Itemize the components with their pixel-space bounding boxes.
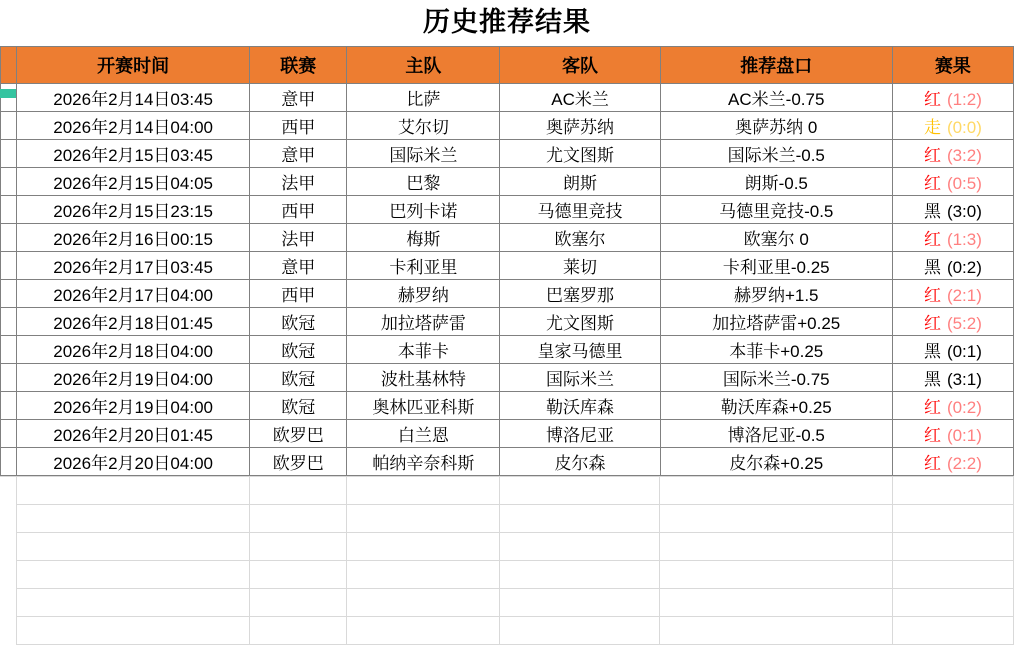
empty-cell[interactable] <box>347 589 500 617</box>
cell-away-team[interactable]: 欧塞尔 <box>500 224 660 252</box>
result-label: 黑 <box>923 370 941 389</box>
empty-cell[interactable] <box>500 561 660 589</box>
cell-result[interactable] <box>892 224 1013 252</box>
result-score: (0:5) <box>946 174 982 193</box>
cell-pick[interactable]: 朗斯-0.5 <box>660 168 892 196</box>
cell-league[interactable]: 法甲 <box>250 224 347 252</box>
cell-time[interactable]: 2026年2月15日03:45 <box>17 140 250 168</box>
cell-result[interactable] <box>892 196 1013 224</box>
cell-time[interactable]: 2026年2月17日03:45 <box>17 252 250 280</box>
cell-away-team[interactable]: 勒沃库森 <box>500 392 660 420</box>
cell-time[interactable]: 2026年2月17日04:00 <box>17 280 250 308</box>
empty-cell[interactable] <box>500 617 660 645</box>
row-gutter-cell <box>0 505 16 533</box>
cell-time[interactable]: 2026年2月20日01:45 <box>17 420 250 448</box>
cell-away-team[interactable]: AC米兰 <box>500 84 660 112</box>
result-label: 红 <box>923 90 941 109</box>
row-gutter-cell <box>1 140 17 168</box>
table-row <box>1 336 1014 364</box>
empty-cell[interactable] <box>16 533 249 561</box>
empty-cell[interactable] <box>347 533 500 561</box>
empty-row <box>0 617 1014 645</box>
row-gutter-cell <box>1 448 17 476</box>
empty-cell[interactable] <box>347 505 500 533</box>
result-label: 红 <box>923 398 941 417</box>
cell-home-team[interactable]: 卡利亚里 <box>347 252 500 280</box>
result-label: 黑 <box>923 202 941 221</box>
cell-away-team[interactable]: 皮尔森 <box>500 448 660 476</box>
result-score: (3:1) <box>946 370 982 389</box>
empty-cell[interactable] <box>892 589 1013 617</box>
cell-league[interactable]: 西甲 <box>250 112 347 140</box>
empty-cell[interactable] <box>16 505 249 533</box>
empty-cell[interactable] <box>249 533 346 561</box>
cell-pick[interactable]: 本菲卡+0.25 <box>660 336 892 364</box>
empty-row <box>0 505 1014 533</box>
cell-time[interactable]: 2026年2月19日04:00 <box>17 364 250 392</box>
cell-home-team[interactable]: 比萨 <box>347 84 500 112</box>
cell-time[interactable]: 2026年2月14日03:45 <box>17 84 250 112</box>
cell-pick[interactable]: 博洛尼亚-0.5 <box>660 420 892 448</box>
cell-result[interactable] <box>892 448 1013 476</box>
empty-row <box>0 561 1014 589</box>
row-gutter-cell <box>1 392 17 420</box>
cell-league[interactable]: 欧罗巴 <box>250 420 347 448</box>
cell-home-team[interactable]: 梅斯 <box>347 224 500 252</box>
row-gutter-cell <box>0 617 16 645</box>
cell-time[interactable]: 2026年2月16日00:15 <box>17 224 250 252</box>
empty-cell[interactable] <box>660 561 892 589</box>
cell-time[interactable]: 2026年2月20日04:00 <box>17 448 250 476</box>
empty-cell[interactable] <box>892 561 1013 589</box>
row-gutter-cell <box>1 112 17 140</box>
empty-cell[interactable] <box>892 617 1013 645</box>
cell-away-team[interactable]: 国际米兰 <box>500 364 660 392</box>
row-gutter-cell <box>1 364 17 392</box>
empty-cell[interactable] <box>249 589 346 617</box>
result-label: 红 <box>923 314 941 333</box>
empty-cell[interactable] <box>500 589 660 617</box>
table-row <box>1 224 1014 252</box>
cell-home-team[interactable]: 加拉塔萨雷 <box>347 308 500 336</box>
cell-home-team[interactable]: 巴列卡诺 <box>347 196 500 224</box>
cell-home-team[interactable]: 艾尔切 <box>347 112 500 140</box>
empty-cell[interactable] <box>660 589 892 617</box>
empty-row <box>0 589 1014 617</box>
result-score: (0:2) <box>946 398 982 417</box>
table-row <box>1 420 1014 448</box>
empty-row <box>0 477 1014 505</box>
empty-cell[interactable] <box>660 617 892 645</box>
cell-away-team[interactable]: 莱切 <box>500 252 660 280</box>
cell-result[interactable] <box>892 392 1013 420</box>
cell-league[interactable]: 意甲 <box>250 84 347 112</box>
cell-away-team[interactable]: 马德里竞技 <box>500 196 660 224</box>
cell-pick[interactable]: 皮尔森+0.25 <box>660 448 892 476</box>
row-gutter-cell <box>1 336 17 364</box>
cell-pick[interactable]: 欧塞尔 0 <box>660 224 892 252</box>
table-row <box>1 280 1014 308</box>
cell-result[interactable] <box>892 168 1013 196</box>
empty-cell[interactable] <box>347 477 500 505</box>
cell-home-team[interactable]: 赫罗纳 <box>347 280 500 308</box>
column-header-away-team[interactable]: 客队 <box>500 47 660 84</box>
cell-home-team[interactable]: 本菲卡 <box>347 336 500 364</box>
cell-result[interactable] <box>892 112 1013 140</box>
column-header-home-team[interactable]: 主队 <box>347 47 500 84</box>
cell-pick[interactable]: 国际米兰-0.5 <box>660 140 892 168</box>
cell-league[interactable]: 欧冠 <box>250 336 347 364</box>
table-row <box>1 252 1014 280</box>
table-header-row <box>1 47 1014 84</box>
empty-cell[interactable] <box>347 617 500 645</box>
cell-pick[interactable]: 奥萨苏纳 0 <box>660 112 892 140</box>
cell-league[interactable]: 西甲 <box>250 196 347 224</box>
result-score: (2:2) <box>946 454 982 473</box>
cell-time[interactable]: 2026年2月15日23:15 <box>17 196 250 224</box>
result-score: (0:1) <box>946 426 982 445</box>
cell-home-team[interactable]: 国际米兰 <box>347 140 500 168</box>
result-score: (0:0) <box>946 118 982 137</box>
column-header-league[interactable]: 联赛 <box>250 47 347 84</box>
empty-cell[interactable] <box>249 617 346 645</box>
result-label: 红 <box>923 174 941 193</box>
row-gutter-cell <box>1 280 17 308</box>
cell-home-team[interactable]: 巴黎 <box>347 168 500 196</box>
cell-away-team[interactable]: 巴塞罗那 <box>500 280 660 308</box>
table-body <box>1 84 1014 476</box>
row-gutter-cell <box>1 168 17 196</box>
cell-time[interactable]: 2026年2月18日04:00 <box>17 336 250 364</box>
empty-cell[interactable] <box>16 477 249 505</box>
cell-pick[interactable]: 加拉塔萨雷+0.25 <box>660 308 892 336</box>
result-label: 黑 <box>923 258 941 277</box>
empty-cell[interactable] <box>249 561 346 589</box>
result-score: (1:2) <box>946 90 982 109</box>
empty-grid <box>0 476 1014 645</box>
empty-cell[interactable] <box>660 533 892 561</box>
row-gutter-cell <box>1 252 17 280</box>
cell-result[interactable] <box>892 364 1013 392</box>
column-header-pick[interactable]: 推荐盘口 <box>660 47 892 84</box>
cell-league[interactable]: 欧罗巴 <box>250 448 347 476</box>
cell-league[interactable]: 欧冠 <box>250 308 347 336</box>
table-row <box>1 112 1014 140</box>
table-row <box>1 308 1014 336</box>
cell-pick[interactable]: 赫罗纳+1.5 <box>660 280 892 308</box>
cell-home-team[interactable]: 白兰恩 <box>347 420 500 448</box>
empty-cell[interactable] <box>249 477 346 505</box>
cell-result[interactable] <box>892 308 1013 336</box>
empty-cell[interactable] <box>660 477 892 505</box>
cell-time[interactable]: 2026年2月18日01:45 <box>17 308 250 336</box>
result-label: 红 <box>923 146 941 165</box>
empty-cell[interactable] <box>660 505 892 533</box>
empty-cell[interactable] <box>16 589 249 617</box>
result-score: (5:2) <box>946 314 982 333</box>
cell-result[interactable] <box>892 84 1013 112</box>
row-gutter-header <box>1 47 17 84</box>
empty-cell[interactable] <box>249 505 346 533</box>
cell-home-team[interactable]: 波杜基林特 <box>347 364 500 392</box>
cell-league[interactable]: 欧冠 <box>250 364 347 392</box>
cell-away-team[interactable]: 奥萨苏纳 <box>500 112 660 140</box>
column-header-time[interactable]: 开赛时间 <box>17 47 250 84</box>
empty-cell[interactable] <box>347 561 500 589</box>
empty-cell[interactable] <box>892 477 1013 505</box>
empty-cell[interactable] <box>892 505 1013 533</box>
row-gutter-cell <box>0 561 16 589</box>
result-label: 红 <box>923 426 941 445</box>
cell-league[interactable]: 西甲 <box>250 280 347 308</box>
empty-cell[interactable] <box>16 561 249 589</box>
table-row <box>1 140 1014 168</box>
empty-cell[interactable] <box>500 533 660 561</box>
cell-pick[interactable]: 国际米兰-0.75 <box>660 364 892 392</box>
cell-result[interactable] <box>892 336 1013 364</box>
result-label: 红 <box>923 230 941 249</box>
result-score: (2:1) <box>946 286 982 305</box>
cell-away-team[interactable]: 朗斯 <box>500 168 660 196</box>
cell-time[interactable]: 2026年2月14日04:00 <box>17 112 250 140</box>
result-label: 红 <box>923 454 941 473</box>
row-gutter-cell <box>1 224 17 252</box>
table-row <box>1 392 1014 420</box>
empty-cell[interactable] <box>892 533 1013 561</box>
row-gutter-cell <box>0 589 16 617</box>
table-row <box>1 84 1014 112</box>
table-row <box>1 364 1014 392</box>
result-score: (0:1) <box>946 342 982 361</box>
result-label: 走 <box>923 118 941 137</box>
row-gutter-cell <box>1 420 17 448</box>
cell-league[interactable]: 欧冠 <box>250 392 347 420</box>
cell-result[interactable] <box>892 420 1013 448</box>
empty-cell[interactable] <box>500 477 660 505</box>
result-label: 红 <box>923 286 941 305</box>
result-score: (3:0) <box>946 202 982 221</box>
cell-league[interactable]: 法甲 <box>250 168 347 196</box>
page-title: 历史推荐结果 <box>423 7 591 37</box>
cell-pick[interactable]: 勒沃库森+0.25 <box>660 392 892 420</box>
column-header-result[interactable]: 赛果 <box>892 47 1013 84</box>
cell-league[interactable]: 意甲 <box>250 252 347 280</box>
result-score: (3:2) <box>946 146 982 165</box>
cell-pick[interactable]: AC米兰-0.75 <box>660 84 892 112</box>
cell-result[interactable] <box>892 252 1013 280</box>
table-row <box>1 196 1014 224</box>
cell-pick[interactable]: 卡利亚里-0.25 <box>660 252 892 280</box>
cell-away-team[interactable]: 尤文图斯 <box>500 308 660 336</box>
table-row <box>1 448 1014 476</box>
row-gutter-cell <box>0 533 16 561</box>
cell-away-team[interactable]: 皇家马德里 <box>500 336 660 364</box>
cell-time[interactable]: 2026年2月19日04:00 <box>17 392 250 420</box>
row-selection-marker <box>0 89 16 98</box>
table-row <box>1 168 1014 196</box>
empty-grid-body <box>0 477 1014 645</box>
cell-result[interactable] <box>892 280 1013 308</box>
cell-time[interactable]: 2026年2月15日04:05 <box>17 168 250 196</box>
cell-away-team[interactable]: 尤文图斯 <box>500 140 660 168</box>
cell-away-team[interactable]: 博洛尼亚 <box>500 420 660 448</box>
empty-row <box>0 533 1014 561</box>
empty-cell[interactable] <box>16 617 249 645</box>
cell-home-team[interactable]: 奥林匹亚科斯 <box>347 392 500 420</box>
empty-cell[interactable] <box>500 505 660 533</box>
row-gutter-cell <box>1 196 17 224</box>
result-score: (1:3) <box>946 230 982 249</box>
row-gutter-cell <box>1 308 17 336</box>
result-label: 黑 <box>923 342 941 361</box>
result-score: (0:2) <box>946 258 982 277</box>
history-results-table <box>0 46 1014 476</box>
row-gutter-cell <box>0 477 16 505</box>
cell-home-team[interactable]: 帕纳辛奈科斯 <box>347 448 500 476</box>
cell-league[interactable]: 意甲 <box>250 140 347 168</box>
cell-result[interactable] <box>892 140 1013 168</box>
cell-pick[interactable]: 马德里竞技-0.5 <box>660 196 892 224</box>
